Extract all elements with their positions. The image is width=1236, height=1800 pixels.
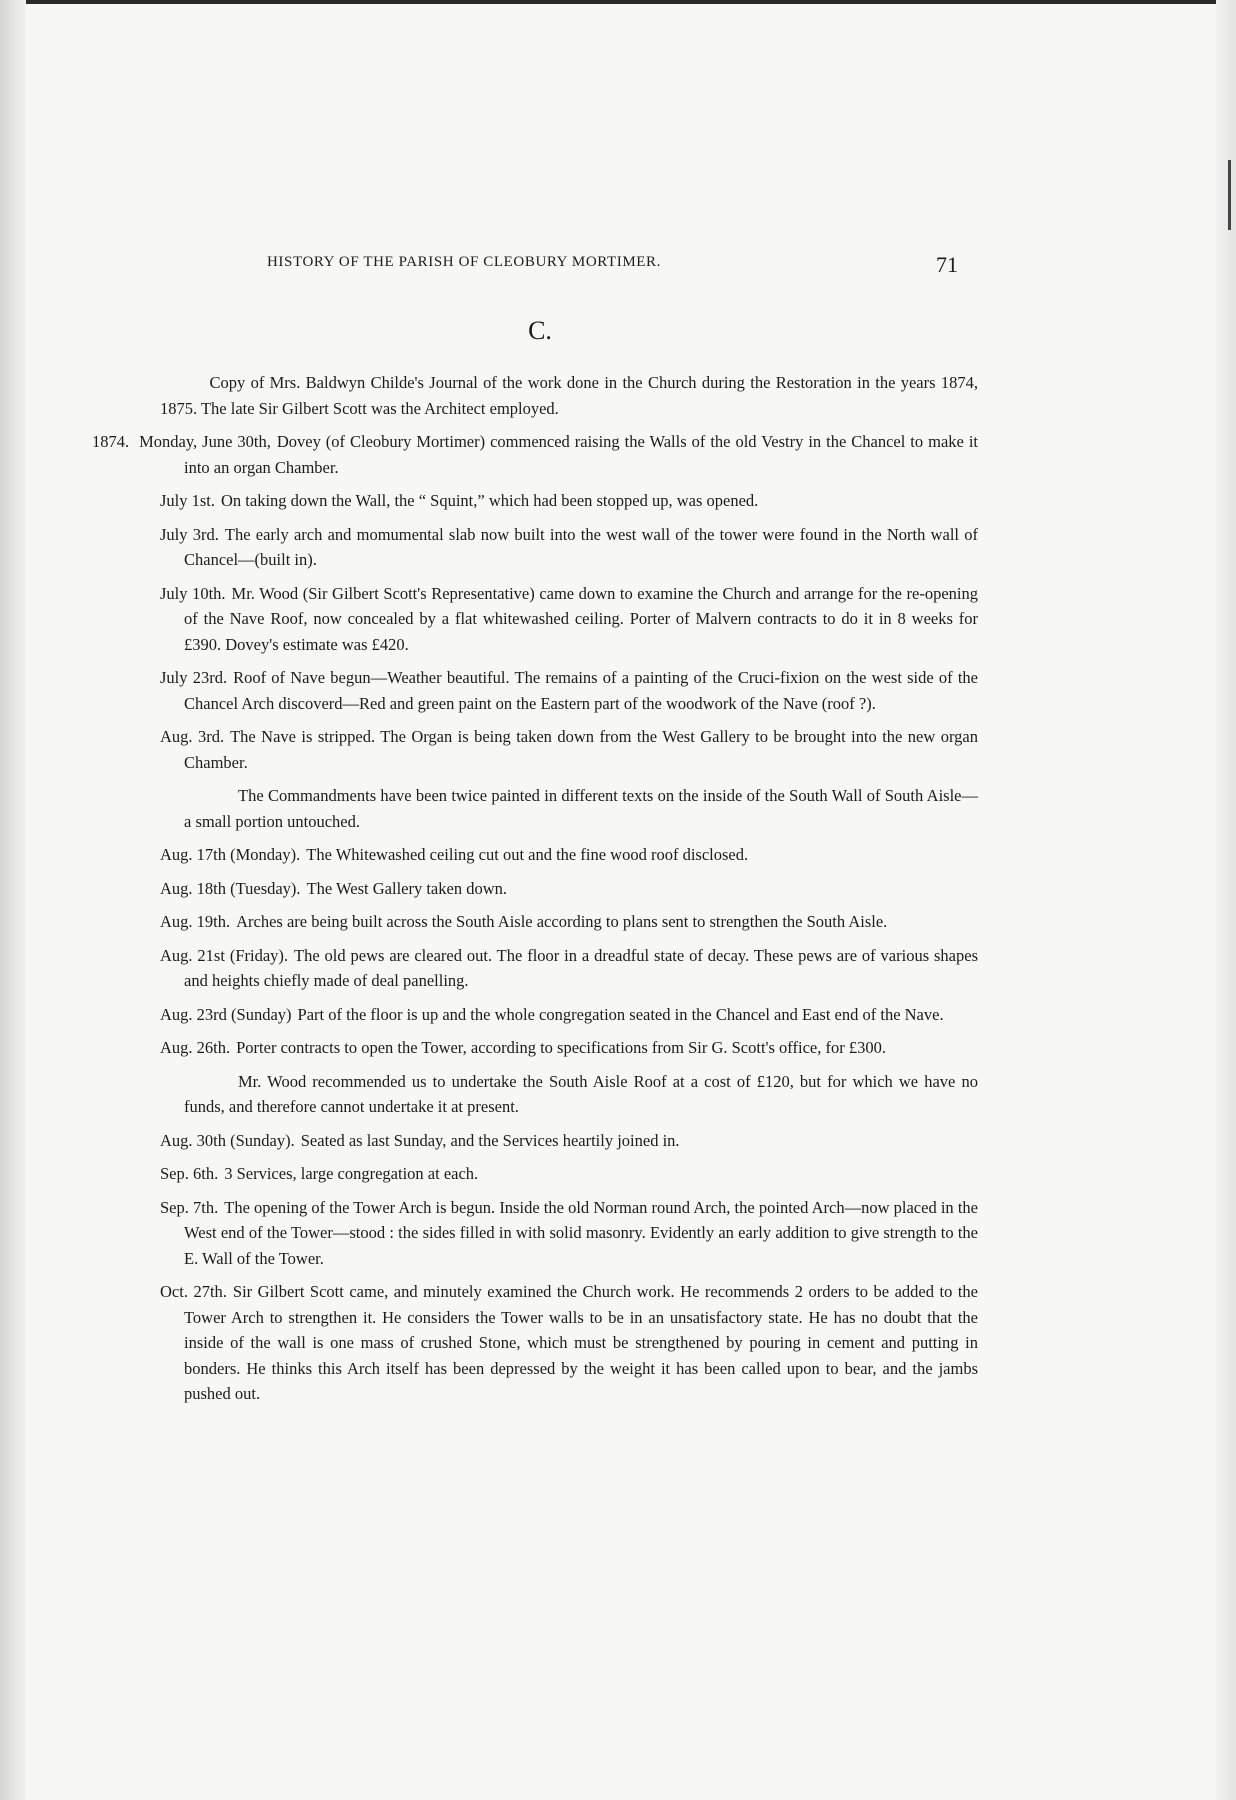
entry-text: Arches are being built across the South Aisle according to plans sent to strengthen the South Aisle. bbox=[236, 912, 888, 931]
journal-entry bbox=[160, 1035, 978, 1061]
journal-entry bbox=[160, 581, 978, 658]
entry-date: Aug. 18th (Tuesday). bbox=[160, 878, 301, 898]
entry-text: The Nave is stripped. The Organ is being taken down from the West Gallery to be brought into the new organ Chamber. bbox=[184, 727, 978, 772]
entry-date: July 3rd. bbox=[160, 524, 219, 544]
entry-year: 1874. bbox=[92, 432, 130, 451]
intro-paragraph: Copy of Mrs. Baldwyn Childe's Journal of the work done in the Church during the Restoration in the years 1874, 1875. The late Sir Gilbert Scott was the Architect employed. bbox=[160, 373, 978, 418]
page-number: 71 bbox=[936, 252, 958, 277]
running-title: HISTORY OF THE PARISH OF CLEOBURY MORTIMER. bbox=[267, 254, 661, 270]
entry-date: Monday, June 30th, bbox=[139, 432, 271, 451]
entry-text: Sir Gilbert Scott came, and minutely examined the Church work. He recommends 2 orders to be added to the Tower Arch to strengthen it. He considers the Tower walls to be in an unsatisfactory state. He has no doubt that the inside of the wall is one mass of crushed Stone, which must be strengthened by pouring in cement and putting in bonders. He thinks this Arch itself has been depressed by the weight it has been called upon to bear, and the jambs pushed out. bbox=[184, 1282, 978, 1403]
entry-date: Aug. 26th. bbox=[160, 1038, 231, 1057]
entry-text: Porter contracts to open the Tower, according to specifications from Sir G. Scott's office, for £300. bbox=[236, 1038, 886, 1057]
scan-top-border bbox=[0, 0, 1236, 4]
journal-note: Mr. Wood recommended us to undertake the South Aisle Roof at a cost of £120, but for which we have no funds, and therefore cannot undertake it at present. bbox=[184, 1071, 978, 1116]
entry-date: Aug. 19th. bbox=[160, 912, 231, 931]
entry-text: Roof of Nave begun—Weather beautiful. The remains of a painting of the Cruci-fixion on the west side of the Chancel Arch discoverd—Red and green paint on the Eastern part of the woodwork of the Nave (roof ?). bbox=[184, 668, 978, 713]
journal-note: The Commandments have been twice painted in different texts on the inside of the South Wall of South Aisle—a small portion untouched. bbox=[184, 786, 978, 831]
entry-date: Aug. 3rd. bbox=[160, 727, 225, 746]
journal-entry bbox=[160, 665, 978, 716]
entry-text: Part of the floor is up and the whole congregation seated in the Chancel and East end of the Nave. bbox=[297, 1004, 944, 1024]
journal-entry bbox=[160, 522, 978, 573]
scan-left-shadow bbox=[0, 0, 26, 1800]
section-heading: C. bbox=[528, 316, 552, 345]
journal-entry bbox=[160, 1128, 978, 1154]
journal-entry bbox=[160, 724, 978, 775]
entry-text: The West Gallery taken down. bbox=[306, 878, 507, 898]
entry-text: Dovey (of Cleobury Mortimer) commenced raising the Walls of the old Vestry in the Chancel to make it into an organ Chamber. bbox=[184, 432, 978, 477]
journal-entry bbox=[160, 909, 978, 935]
entry-date: Aug. 21st (Friday). bbox=[160, 945, 289, 965]
journal-entry bbox=[160, 943, 978, 994]
entry-text: The opening of the Tower Arch is begun. Inside the old Norman round Arch, the pointed Arch—now placed in the West end of the Tower—stood : the sides filled in with solid masonry. Evidently an early addition to give strength to the E. Wall of the Tower. bbox=[184, 1197, 978, 1268]
entry-text: On taking down the Wall, the “ Squint,” which had been stopped up, was opened. bbox=[221, 491, 759, 510]
entry-date: July 23rd. bbox=[160, 668, 228, 687]
entry-date: Aug. 30th (Sunday). bbox=[160, 1130, 295, 1150]
journal-entry bbox=[160, 1161, 978, 1187]
entry-text: The early arch and momumental slab now built into the west wall of the tower were found in the North wall of Chancel—(built in). bbox=[184, 524, 978, 569]
entry-text: The old pews are cleared out. The floor in a dreadful state of decay. These pews are of various shapes and heights chiefly made of deal panelling. bbox=[184, 945, 978, 990]
entry-date: Oct. 27th. bbox=[160, 1282, 227, 1301]
entry-date: Aug. 17th (Monday). bbox=[160, 845, 301, 864]
entry-date: Sep. 7th. bbox=[160, 1197, 219, 1217]
entry-date: Sep. 6th. bbox=[160, 1164, 219, 1183]
entry-date: Aug. 23rd (Sunday) bbox=[160, 1004, 292, 1024]
journal-entry bbox=[160, 1195, 978, 1272]
entry-date: July 10th. bbox=[160, 583, 226, 603]
journal-entry bbox=[92, 429, 978, 480]
scan-right-mark bbox=[1228, 160, 1231, 230]
entry-text: The Whitewashed ceiling cut out and the fine wood roof disclosed. bbox=[306, 845, 749, 864]
journal-body bbox=[92, 370, 978, 1415]
journal-entry bbox=[160, 1279, 978, 1407]
entry-text: 3 Services, large congregation at each. bbox=[224, 1164, 479, 1183]
journal-entry bbox=[160, 1002, 978, 1028]
journal-entry bbox=[160, 876, 978, 902]
journal-entry bbox=[160, 842, 978, 868]
entry-text: Mr. Wood (Sir Gilbert Scott's Representative) came down to examine the Church and arrange for the re-opening of the Nave Roof, now concealed by a flat whitewashed ceiling. Porter of Malvern contracts to do it in 8 weeks for £390. Dovey's estimate was £420. bbox=[184, 583, 978, 654]
journal-entry bbox=[160, 488, 978, 514]
entry-text: Seated as last Sunday, and the Services heartily joined in. bbox=[300, 1130, 680, 1150]
entry-date: July 1st. bbox=[160, 491, 216, 510]
scan-right-edge bbox=[1216, 0, 1236, 1800]
